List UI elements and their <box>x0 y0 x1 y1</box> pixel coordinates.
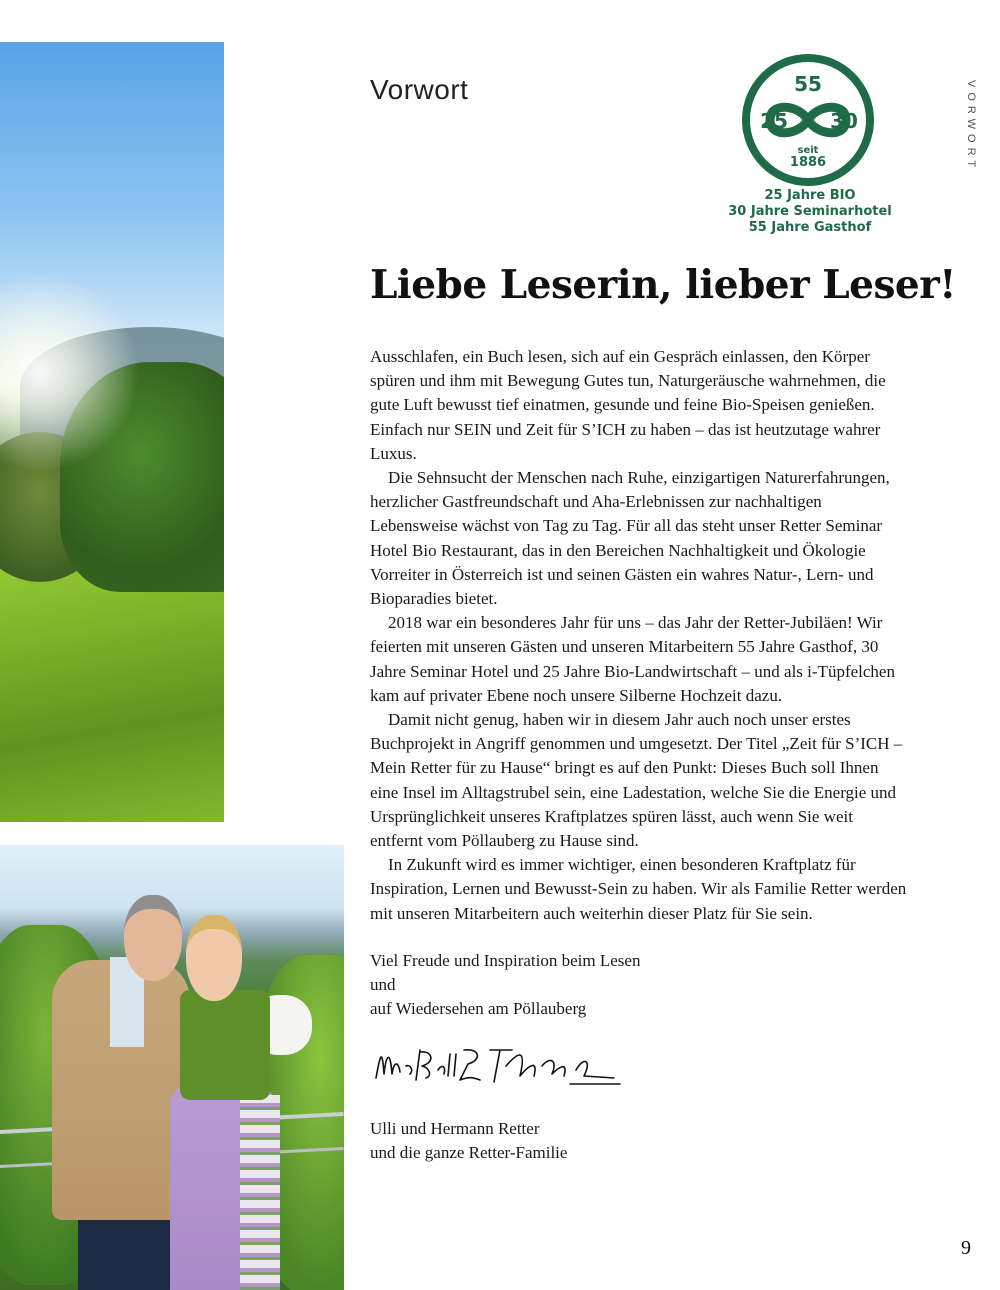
paragraph: Ausschlafen, ein Buch lesen, sich auf ein Gespräch einlassen, den Körper spüren und ihm mit Bewegung Gutes tun, Naturgeräusche wahrnehmen, die gute Luft bewusst tief einatmen, gesunde und feine Bio-Speisen genießen. Einfach nur SEIN und Zeit für S’ICH zu haben – das ist heutzutage wahrer Luxus. <box>370 347 886 463</box>
man-head <box>124 895 182 981</box>
badge-caption <box>715 188 905 236</box>
handwritten-signature <box>370 1036 622 1096</box>
signatory-line: Ulli und Hermann Retter <box>370 1119 540 1138</box>
woman-dirndl-bodice <box>180 990 270 1100</box>
family-portrait-photo <box>0 845 344 1290</box>
paragraph: Damit nicht genug, haben wir in diesem Jahr auch noch unser erstes Buchprojekt in Angriff genommen und umgesetzt. Der Titel „Zeit für S’ICH – Mein Retter für zu Hause“ bringt es auf den Punkt: Dieses Buch soll Ihnen eine Insel im Alltagstrubel sein, eine Ladestation, welche Sie die Energie und Ursprünglichkeit unseres Kraftplatzes spüren lässt, auch wenn Sie weit entfernt vom Pöllauberg zu Hause sind. <box>370 710 903 851</box>
badge-caption-line: 55 Jahre Gasthof <box>748 220 872 235</box>
anniversary-badge-logo <box>740 52 876 188</box>
badge-number-left: 25 <box>760 109 788 133</box>
paragraph: In Zukunft wird es immer wichtiger, einen besonderen Kraftplatz für Inspiration, Lernen und Bewusst-Sein zu haben. Wir als Familie Retter werden mit unseren Mitarbeitern auch weiterhin dieser Platz für Sie sein. <box>370 855 907 923</box>
letter-body <box>370 345 910 926</box>
badge-seit: seit <box>797 145 819 156</box>
badge-caption-line: 30 Jahre Seminarhotel <box>728 204 892 219</box>
badge-year: 1886 <box>789 155 827 170</box>
section-title: Vorwort <box>370 74 469 105</box>
closing-line: Viel Freude und Inspiration beim Lesen <box>370 951 641 970</box>
signatory-line: und die ganze Retter-Familie <box>370 1143 568 1163</box>
side-section-label: VORWORT <box>965 80 977 173</box>
woman-apron <box>240 1095 280 1290</box>
badge-number-right: 30 <box>830 109 858 133</box>
woman-head <box>186 915 242 1001</box>
page-number: 9 <box>961 1237 971 1259</box>
landscape-photo <box>0 42 224 822</box>
closing-line: und <box>370 975 396 995</box>
badge-caption-line: 25 Jahre BIO <box>764 188 856 203</box>
letter-heading: Liebe Leserin, lieber Leser! <box>370 262 956 308</box>
paragraph: Die Sehnsucht der Menschen nach Ruhe, einzigartigen Naturerfahrungen, herzlicher Gastfreundschaft und Aha-Erlebnissen zur nachhaltigen Lebensweise wächst von Tag zu Tag. Für all das steht unser Retter Seminar Hotel Bio Restaurant, das in den Bereichen Nachhaltigkeit und Ökologie Vorreiter in Österreich ist und seinen Gästen ein wahres Natur-, Lern- und Bioparadies bietet. <box>370 468 890 609</box>
signature-stroke <box>376 1050 620 1084</box>
paragraph: 2018 war ein besonderes Jahr für uns – das Jahr der Retter-Jubiläen! Wir feierten mit unseren Gästen und unseren Mitarbeitern 55 Jahre Gasthof, 30 Jahre Seminar Hotel und 25 Jahre Bio-Landwirtschaft – und als i-Tüpfelchen kam auf privater Ebene noch unsere Silberne Hochzeit dazu. <box>370 613 895 705</box>
closing-lines <box>370 949 770 1022</box>
closing-line: auf Wiedersehen am Pöllauberg <box>370 999 587 1019</box>
signatory-names <box>370 1117 567 1165</box>
badge-number-top: 55 <box>794 72 822 96</box>
